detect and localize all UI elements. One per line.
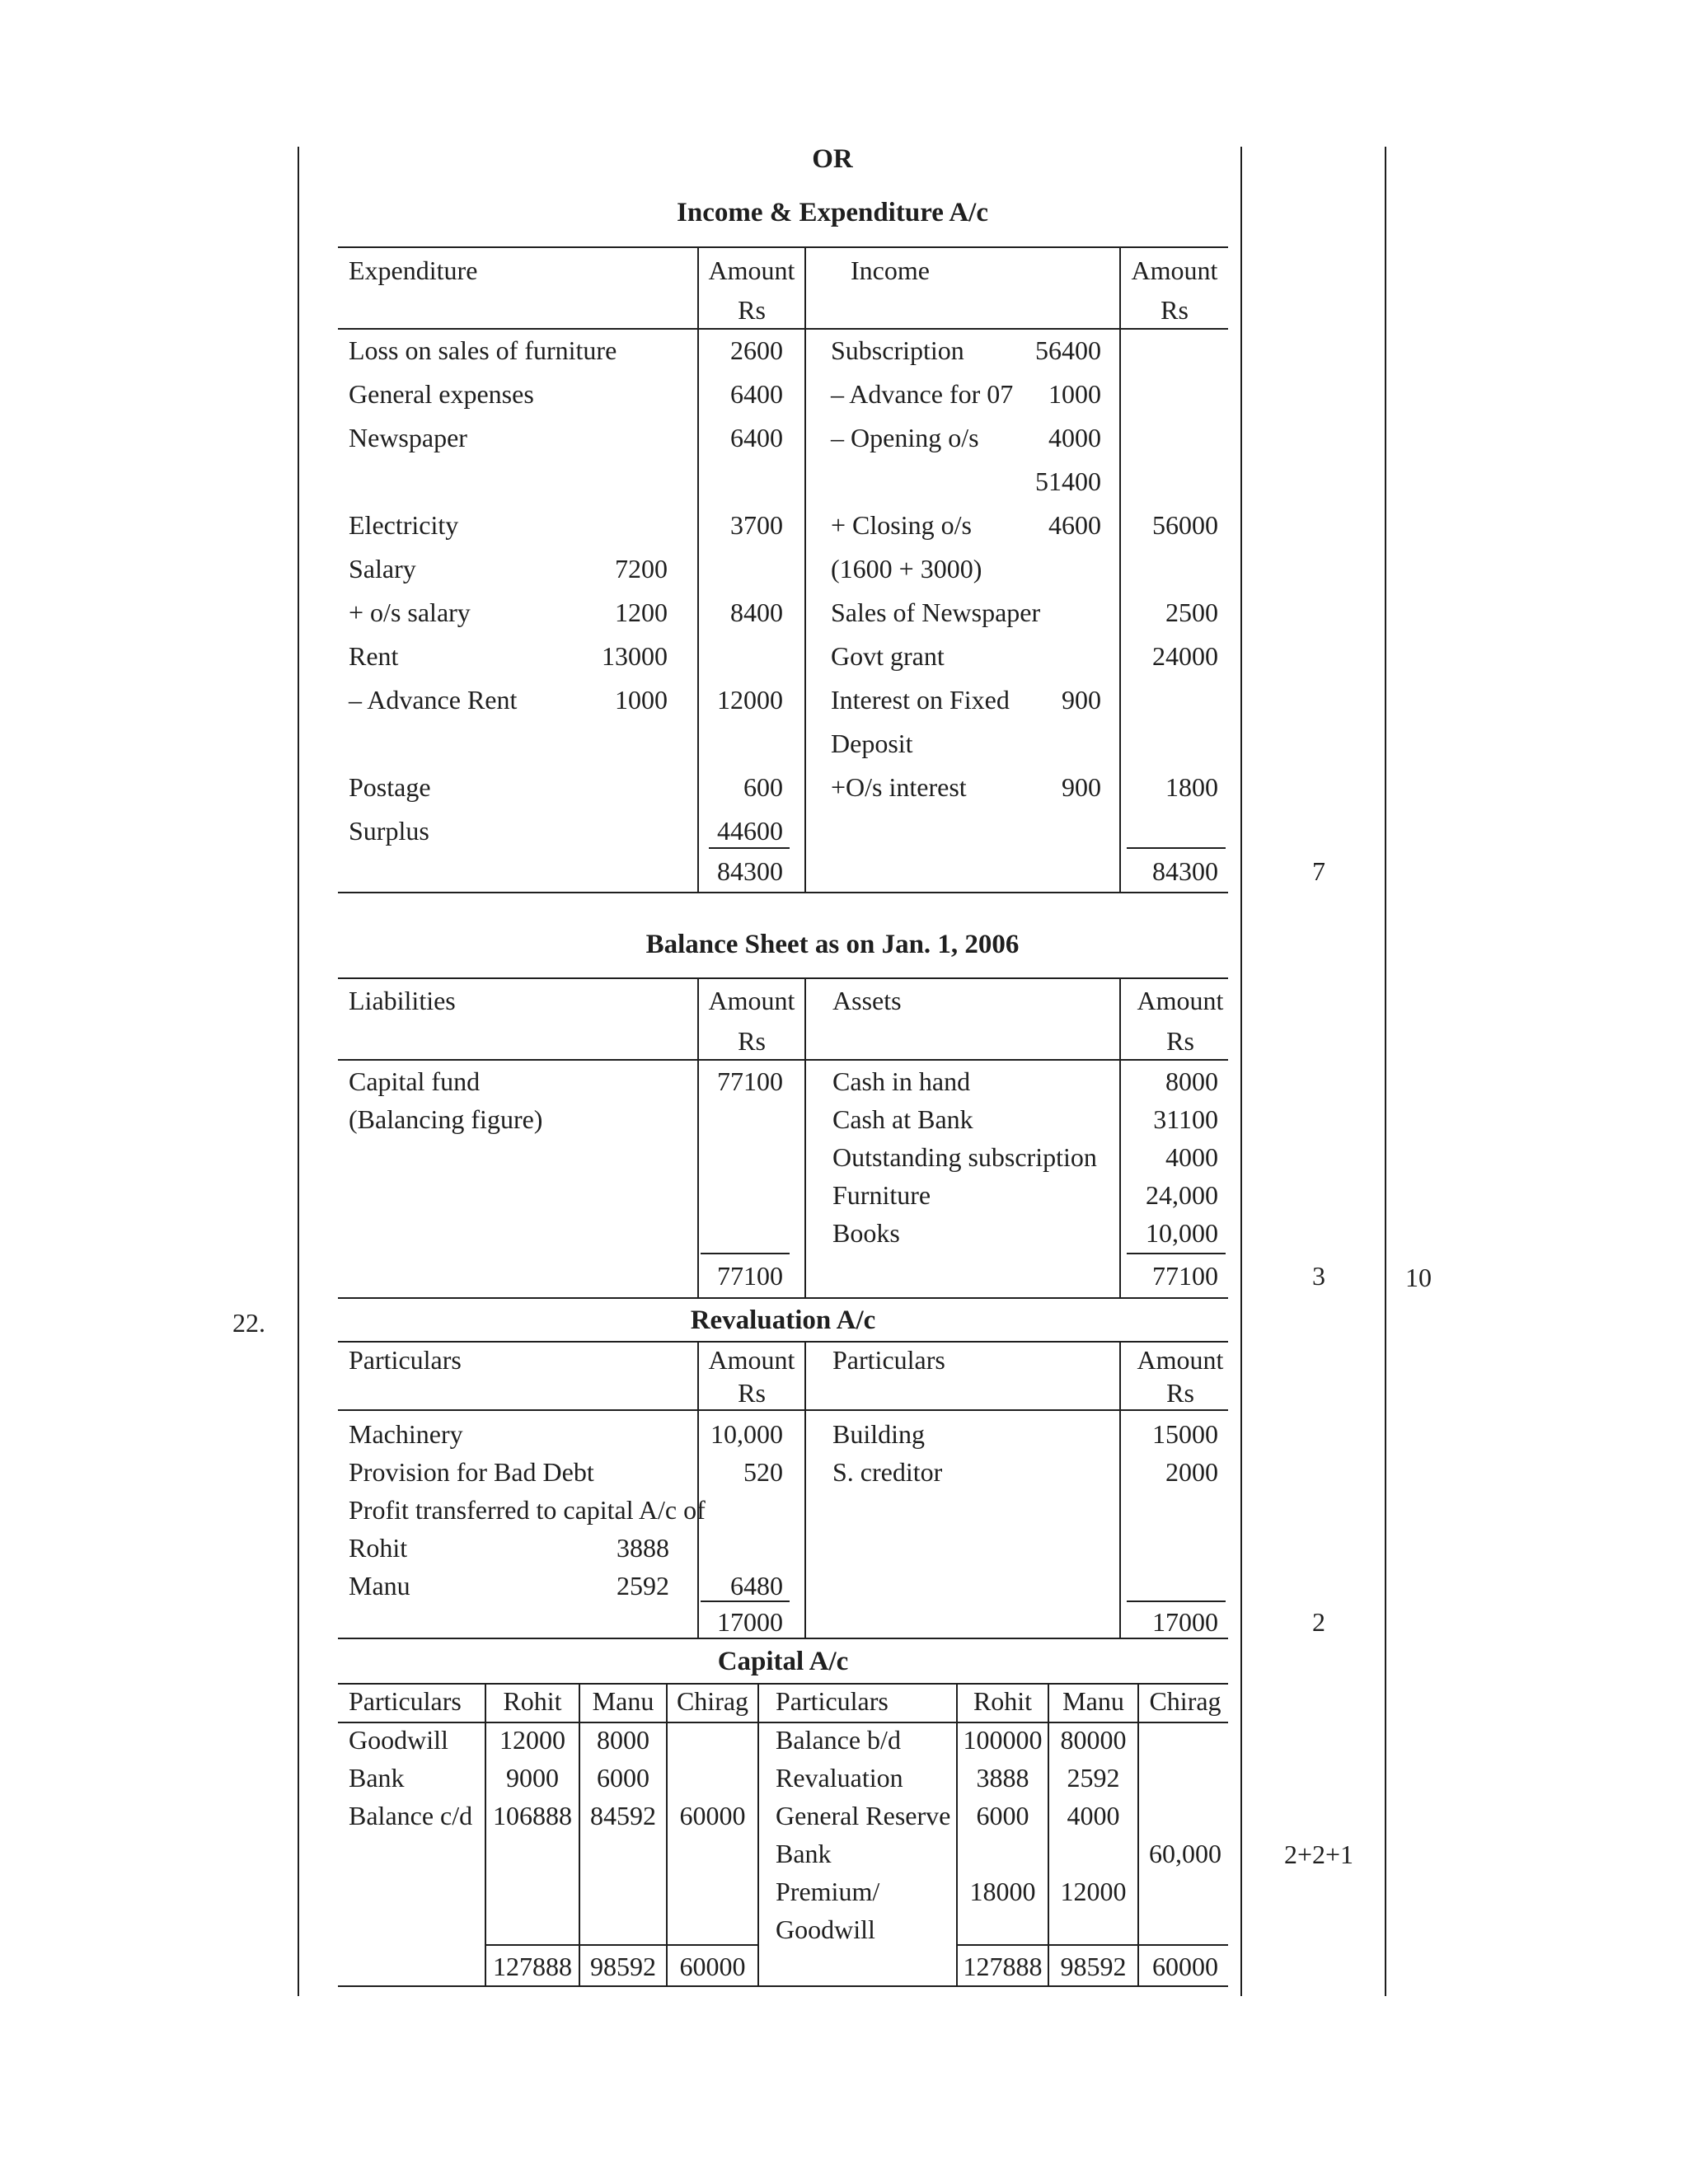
rule — [701, 1253, 790, 1254]
marks: 2 — [1312, 1607, 1325, 1637]
income-sub-amount: 4000 — [1048, 423, 1101, 452]
header-chirag: Chirag — [1149, 1686, 1221, 1716]
rule — [701, 1601, 790, 1602]
col-divider — [804, 977, 806, 1299]
section-title: Income & Expenditure A/c — [677, 198, 988, 227]
income-label: +O/s interest — [831, 772, 967, 802]
total-manu-left: 98592 — [590, 1952, 656, 1981]
total-rohit-right: 127888 — [963, 1952, 1043, 1981]
header-manu: Manu — [1062, 1686, 1124, 1716]
col-divider — [697, 246, 699, 893]
income-label: Subscription — [831, 335, 964, 365]
income-sub-amount: 51400 — [1035, 466, 1101, 496]
header-particulars: Particulars — [832, 1345, 945, 1375]
revaluation-credit-label: S. creditor — [832, 1457, 943, 1487]
rule — [338, 1683, 1228, 1685]
expenditure-amount: 3700 — [730, 510, 783, 540]
total-left: 17000 — [717, 1607, 783, 1637]
capital-credit-chirag: 60,000 — [1149, 1839, 1221, 1868]
revaluation-credit-label: Building — [832, 1419, 926, 1449]
total-left: 84300 — [717, 856, 783, 886]
income-amount: 2500 — [1165, 598, 1218, 627]
header-liabilities: Liabilities — [349, 986, 456, 1015]
asset-label: Cash in hand — [832, 1066, 971, 1096]
income-sub-amount: 56400 — [1035, 335, 1101, 365]
section-title: Revaluation A/c — [690, 1305, 876, 1335]
asset-amount: 8000 — [1165, 1066, 1218, 1096]
rule — [338, 328, 1228, 330]
rule — [1127, 847, 1226, 849]
marks: 2+2+1 — [1283, 1840, 1354, 1869]
asset-amount: 10,000 — [1146, 1218, 1218, 1248]
total-right: 84300 — [1152, 856, 1218, 886]
header-particulars: Particulars — [349, 1345, 462, 1375]
section-title: Balance Sheet as on Jan. 1, 2006 — [645, 930, 1020, 959]
asset-amount: 31100 — [1153, 1104, 1218, 1134]
capital-credit-rohit: 18000 — [969, 1877, 1036, 1906]
expenditure-amount: 8400 — [730, 598, 783, 627]
header-manu: Manu — [592, 1686, 654, 1716]
capital-debit-rohit: 106888 — [493, 1801, 572, 1830]
capital-credit-manu: 12000 — [1060, 1877, 1127, 1906]
total-manu-right: 98592 — [1060, 1952, 1127, 1981]
right-border — [1385, 147, 1386, 1996]
income-amount: 24000 — [1152, 641, 1218, 671]
expenditure-amount: 6400 — [730, 423, 783, 452]
asset-label: Outstanding subscription — [832, 1142, 1097, 1172]
income-label: Interest on Fixed — [831, 685, 1010, 715]
left-border — [298, 147, 299, 1996]
capital-debit-rohit: 9000 — [506, 1763, 559, 1793]
capital-credit-particulars: Balance b/d — [776, 1725, 901, 1755]
col-divider — [1137, 1683, 1139, 1986]
expenditure-sub-amount: 13000 — [602, 641, 668, 671]
income-sub-amount: 1000 — [1048, 379, 1101, 409]
expenditure-label: Loss on sales of furniture — [349, 335, 617, 365]
header-unit: Rs — [738, 295, 766, 325]
revaluation-credit-amount: 15000 — [1152, 1419, 1218, 1449]
capital-debit-rohit: 12000 — [499, 1725, 565, 1755]
income-sub-amount: 900 — [1062, 772, 1101, 802]
rule — [338, 1059, 1228, 1061]
header-amount: Amount — [1131, 255, 1218, 285]
rule — [338, 1409, 1228, 1411]
header-expenditure: Expenditure — [349, 255, 478, 285]
header-particulars: Particulars — [776, 1686, 889, 1716]
header-unit: Rs — [738, 1026, 766, 1056]
liability-amount: 77100 — [717, 1066, 783, 1096]
header-unit: Rs — [1160, 295, 1189, 325]
expenditure-label: Salary — [349, 554, 416, 583]
income-amount: 56000 — [1152, 510, 1218, 540]
expenditure-label: General expenses — [349, 379, 534, 409]
income-label: – Advance for 07 — [831, 379, 1014, 409]
col-divider — [757, 1683, 759, 1986]
income-label: – Opening o/s — [831, 423, 979, 452]
revaluation-debit-amount: 520 — [743, 1457, 783, 1487]
header-amount: Amount — [708, 986, 795, 1015]
col-divider — [1119, 977, 1121, 1299]
header-particulars: Particulars — [349, 1686, 462, 1716]
income-amount: 1800 — [1165, 772, 1218, 802]
col-divider — [804, 1341, 806, 1638]
rule — [1127, 1601, 1226, 1602]
question-number: 22. — [232, 1308, 265, 1338]
revaluation-debit-sub: 2592 — [617, 1571, 669, 1601]
rule — [338, 1638, 1228, 1639]
capital-credit-particulars: Revaluation — [776, 1763, 903, 1793]
rule — [486, 1944, 758, 1946]
capital-credit-particulars: General Reserve — [776, 1801, 951, 1830]
expenditure-sub-amount: 1000 — [615, 685, 668, 715]
expenditure-label: Newspaper — [349, 423, 467, 452]
revaluation-debit-amount: 10,000 — [710, 1419, 783, 1449]
header-amount: Amount — [708, 1345, 795, 1375]
capital-debit-particulars: Bank — [349, 1763, 405, 1793]
header-assets: Assets — [832, 986, 902, 1015]
header-amount: Amount — [708, 255, 795, 285]
section-title: Capital A/c — [717, 1647, 849, 1676]
expenditure-amount: 6400 — [730, 379, 783, 409]
capital-credit-rohit: 100000 — [963, 1725, 1043, 1755]
rule — [956, 1944, 1228, 1946]
rule — [338, 1722, 1228, 1723]
income-label: Deposit — [831, 729, 913, 758]
capital-credit-manu: 4000 — [1067, 1801, 1120, 1830]
capital-credit-manu: 2592 — [1067, 1763, 1120, 1793]
capital-debit-particulars: Balance c/d — [349, 1801, 473, 1830]
revaluation-debit-label: Rohit — [349, 1533, 408, 1563]
total-chirag-right: 60000 — [1152, 1952, 1218, 1981]
expenditure-label: Electricity — [349, 510, 459, 540]
capital-credit-rohit: 6000 — [976, 1801, 1029, 1830]
total-right: 17000 — [1152, 1607, 1218, 1637]
asset-amount: 24,000 — [1146, 1180, 1218, 1210]
capital-credit-rohit: 3888 — [976, 1763, 1029, 1793]
col-divider — [804, 246, 806, 893]
marks: 7 — [1312, 856, 1325, 886]
expenditure-amount: 600 — [743, 772, 783, 802]
asset-amount: 4000 — [1165, 1142, 1218, 1172]
col-divider — [666, 1683, 668, 1986]
revaluation-debit-label: Manu — [349, 1571, 410, 1601]
revaluation-debit-sub: 3888 — [617, 1533, 669, 1563]
marks: 3 — [1312, 1261, 1325, 1291]
expenditure-amount: 44600 — [717, 816, 783, 846]
income-sub-amount: 4600 — [1048, 510, 1101, 540]
expenditure-label: Surplus — [349, 816, 429, 846]
rule — [338, 246, 1228, 248]
revaluation-debit-label: Machinery — [349, 1419, 463, 1449]
header-amount: Amount — [1137, 1345, 1224, 1375]
header-rohit: Rohit — [503, 1686, 562, 1716]
rule — [338, 892, 1228, 893]
income-label: Govt grant — [831, 641, 945, 671]
or-label: OR — [812, 144, 853, 174]
expenditure-amount: 12000 — [717, 685, 783, 715]
liability-label: Capital fund — [349, 1066, 481, 1096]
rule — [338, 1985, 1228, 1987]
revaluation-debit-label: Provision for Bad Debt — [349, 1457, 594, 1487]
capital-debit-manu: 84592 — [590, 1801, 656, 1830]
capital-credit-manu: 80000 — [1060, 1725, 1127, 1755]
capital-debit-particulars: Goodwill — [349, 1725, 448, 1755]
income-label: + Closing o/s — [831, 510, 972, 540]
expenditure-sub-amount: 1200 — [615, 598, 668, 627]
header-amount: Amount — [1137, 986, 1224, 1015]
middle-border — [1240, 147, 1242, 1996]
total-left: 77100 — [717, 1261, 783, 1291]
header-unit: Rs — [738, 1378, 766, 1408]
income-sub-amount: 900 — [1062, 685, 1101, 715]
capital-debit-manu: 6000 — [597, 1763, 649, 1793]
capital-credit-particulars: Bank — [776, 1839, 832, 1868]
income-label: (1600 + 3000) — [831, 554, 982, 583]
rule — [709, 847, 790, 849]
asset-label: Furniture — [832, 1180, 931, 1210]
total-right: 77100 — [1152, 1261, 1218, 1291]
rule — [1127, 1253, 1226, 1254]
revaluation-credit-amount: 2000 — [1165, 1457, 1218, 1487]
total-chirag-left: 60000 — [679, 1952, 746, 1981]
header-income: Income — [851, 255, 930, 285]
income-label: Sales of Newspaper — [831, 598, 1041, 627]
capital-debit-manu: 8000 — [597, 1725, 649, 1755]
liability-label: (Balancing figure) — [349, 1104, 543, 1134]
rule — [338, 977, 1228, 979]
header-rohit: Rohit — [973, 1686, 1033, 1716]
expenditure-sub-amount: 7200 — [615, 554, 668, 583]
header-chirag: Chirag — [676, 1686, 749, 1716]
header-unit: Rs — [1166, 1026, 1194, 1056]
total-marks: 10 — [1405, 1263, 1432, 1292]
asset-label: Books — [832, 1218, 900, 1248]
capital-credit-particulars: Goodwill — [776, 1915, 875, 1944]
rule — [338, 1341, 1228, 1343]
capital-credit-particulars: Premium/ — [776, 1877, 880, 1906]
expenditure-amount: 2600 — [730, 335, 783, 365]
expenditure-label: + o/s salary — [349, 598, 471, 627]
header-unit: Rs — [1166, 1378, 1194, 1408]
expenditure-label: Rent — [349, 641, 399, 671]
revaluation-debit-label: Profit transferred to capital A/c of — [349, 1495, 706, 1525]
asset-label: Cash at Bank — [832, 1104, 973, 1134]
revaluation-debit-amount: 6480 — [730, 1571, 783, 1601]
col-divider — [1119, 1341, 1121, 1638]
capital-debit-chirag: 60000 — [679, 1801, 746, 1830]
expenditure-label: – Advance Rent — [349, 685, 518, 715]
rule — [338, 1297, 1228, 1299]
expenditure-label: Postage — [349, 772, 431, 802]
total-rohit-left: 127888 — [493, 1952, 572, 1981]
